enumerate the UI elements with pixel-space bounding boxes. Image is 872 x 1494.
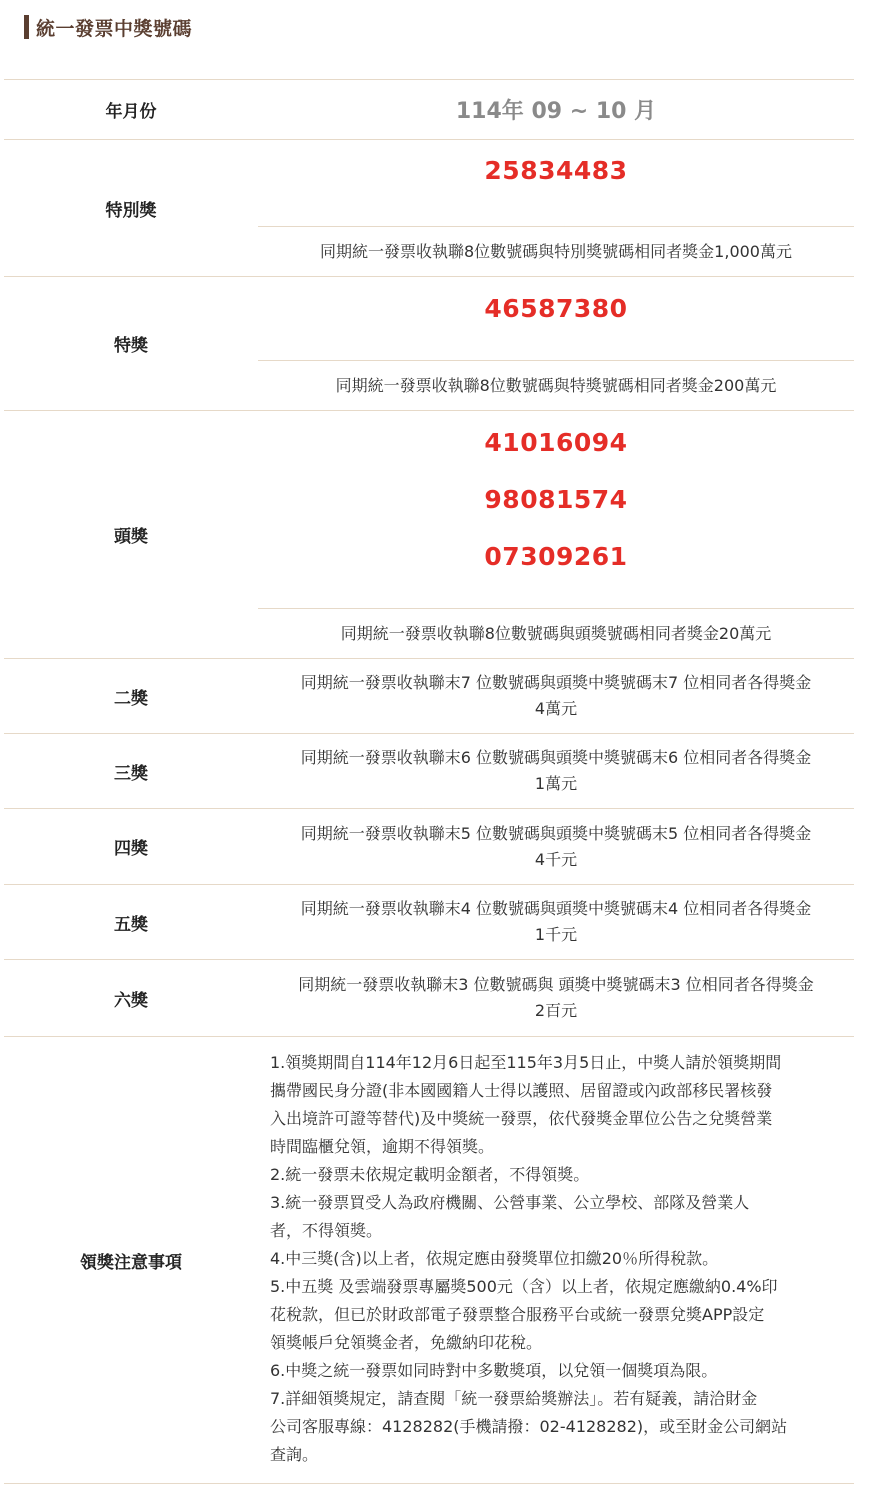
fifth-prize-row (4, 885, 854, 960)
note-line: 3.統一發票買受人為政府機關、公營事業、公立學校、部隊及營業人 (270, 1193, 750, 1212)
special-prize-label: 特別獎 (4, 140, 258, 277)
second-prize-row (4, 659, 854, 734)
note-line: 入出境許可證等替代)及中獎統一發票，依代發獎金單位公告之兌獎營業 (270, 1109, 773, 1128)
note-line: 2.統一發票未依規定載明金額者，不得領獎。 (270, 1165, 590, 1184)
special-prize-desc-cell (258, 227, 854, 277)
grand-prize-description: 同期統一發票收執聯8位數號碼與特獎號碼相同者獎金200萬元 (335, 375, 777, 395)
note-line: 時間臨櫃兌領，逾期不得領獎。 (270, 1137, 495, 1156)
sixth-prize-row (4, 960, 854, 1037)
fourth-prize-desc-cell (258, 809, 854, 885)
note-line: 4.中三獎(含)以上者，依規定應由發獎單位扣繳20％所得稅款。 (270, 1249, 719, 1268)
period-label: 年月份 (4, 80, 258, 140)
first-prize-desc-cell (258, 609, 854, 659)
sixth-prize-desc-cell (258, 960, 854, 1037)
third-prize-label: 三獎 (4, 734, 258, 809)
first-prize-number: 07309261 (484, 542, 628, 571)
note-line: 攜帶國民身分證(非本國國籍人士得以護照、居留證或內政部移民署核發 (270, 1081, 773, 1100)
fifth-prize-label: 五獎 (4, 885, 258, 960)
period-row (4, 80, 854, 140)
grand-prize-number-row (4, 277, 854, 361)
grand-prize-number: 46587380 (484, 294, 628, 323)
period-value: 114年 09 ~ 10 月 (455, 99, 657, 124)
grand-prize-number-cell (258, 277, 854, 361)
note-line: 查詢。 (270, 1445, 319, 1464)
notes-label: 領獎注意事項 (4, 1037, 258, 1484)
sixth-prize-label: 六獎 (4, 960, 258, 1037)
first-prize-number: 41016094 (484, 428, 628, 457)
note-line: 6.中獎之統一發票如同時對中多數獎項，以兌領一個獎項為限。 (270, 1361, 718, 1380)
note-line: 花稅款，但已於財政部電子發票整合服務平台或統一發票兌獎APP設定 (270, 1305, 765, 1324)
sixth-prize-description: 同期統一發票收執聯末3 位數號碼與 頭獎中獎號碼末3 位相同者各得獎金 (298, 975, 814, 994)
title-accent-bar (24, 15, 29, 39)
period-value-cell (258, 80, 854, 140)
note-line: 5.中五獎 及雲端發票專屬獎500元（含）以上者，依規定應繳納0.4%印 (270, 1277, 778, 1296)
special-prize-description: 同期統一發票收執聯8位數號碼與特別獎號碼相同者獎金1,000萬元 (320, 241, 792, 261)
notes-row (4, 1037, 854, 1484)
third-prize-description: 同期統一發票收執聯末6 位數號碼與頭獎中獎號碼末6 位相同者各得獎金 (300, 748, 812, 767)
third-prize-row (4, 734, 854, 809)
note-line: 者，不得領獎。 (270, 1221, 383, 1240)
special-prize-number-row (4, 140, 854, 227)
fourth-prize-amount: 4千元 (534, 849, 578, 869)
note-line: 7.詳細領獎規定，請查閱「統一發票給獎辦法」。若有疑義，請洽財金 (270, 1389, 758, 1408)
prize-table (4, 79, 854, 1484)
note-line: 1.領獎期間自114年12月6日起至115年3月5日止，中獎人請於領獎期間 (270, 1053, 782, 1072)
third-prize-desc-cell (258, 734, 854, 809)
fourth-prize-description: 同期統一發票收執聯末5 位數號碼與頭獎中獎號碼末5 位相同者各得獎金 (300, 823, 812, 843)
fifth-prize-desc-cell (258, 885, 854, 960)
second-prize-description: 同期統一發票收執聯末7 位數號碼與頭獎中獎號碼末7 位相同者各得獎金 (300, 673, 812, 692)
second-prize-amount: 4萬元 (534, 699, 578, 718)
notes-cell (258, 1037, 854, 1484)
fifth-prize-amount: 1千元 (534, 925, 578, 944)
first-prize-numbers-cell (258, 411, 854, 609)
note-line: 公司客服專線：4128282(手機請撥：02-4128282)，或至財金公司網站 (270, 1417, 788, 1436)
first-prize-description: 同期統一發票收執聯8位數號碼與頭獎號碼相同者獎金20萬元 (340, 623, 772, 643)
note-line: 領獎帳戶兌領獎金者，免繳納印花稅。 (270, 1333, 543, 1352)
special-prize-number: 25834483 (484, 156, 628, 185)
fourth-prize-label: 四獎 (4, 809, 258, 885)
special-prize-number-cell (258, 140, 854, 227)
third-prize-amount: 1萬元 (534, 774, 578, 793)
second-prize-desc-cell (258, 659, 854, 734)
grand-prize-label: 特獎 (4, 277, 258, 411)
first-prize-label: 頭獎 (4, 411, 258, 659)
sixth-prize-amount: 2百元 (534, 1001, 578, 1020)
page-header (24, 14, 192, 40)
fifth-prize-description: 同期統一發票收執聯末4 位數號碼與頭獎中獎號碼末4 位相同者各得獎金 (300, 899, 812, 918)
fourth-prize-row (4, 809, 854, 885)
first-prize-number-row (4, 411, 854, 609)
grand-prize-desc-cell (258, 361, 854, 411)
second-prize-label: 二獎 (4, 659, 258, 734)
first-prize-number: 98081574 (484, 485, 628, 514)
page-title: 統一發票中獎號碼 (36, 17, 193, 40)
